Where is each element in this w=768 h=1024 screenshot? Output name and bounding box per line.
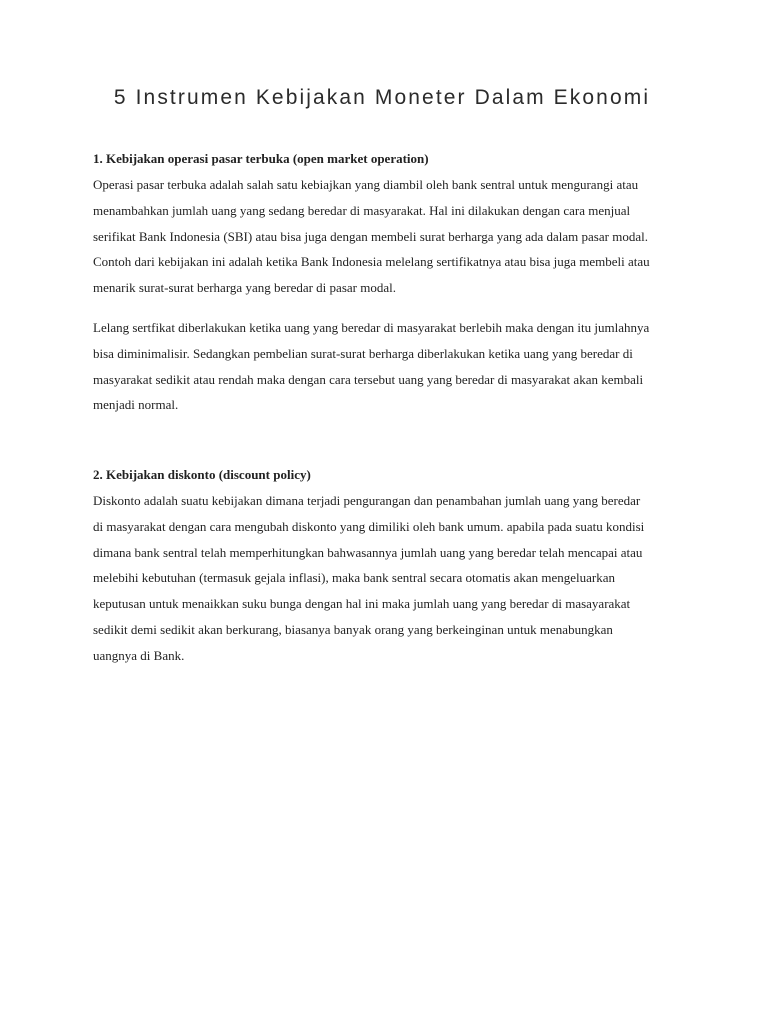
text-line: serifikat Bank Indonesia (SBI) atau bisa juga dengan membeli surat berharga yang ada dalam pasar modal. (93, 228, 648, 244)
section-open-market-operation (93, 146, 693, 301)
paragraph (93, 488, 693, 669)
section-discount-policy (93, 462, 693, 669)
paragraph (93, 315, 693, 418)
text-line: uangnya di Bank. (93, 647, 185, 663)
text-line: Contoh dari kebijakan ini adalah ketika Bank Indonesia melelang sertifikatnya atau bisa juga membeli atau (93, 254, 650, 270)
text-line: dimana bank sentral telah memperhitungkan bahwasannya jumlah uang yang beredar telah mencapai atau (93, 544, 643, 560)
section-heading: 1. Kebijakan operasi pasar terbuka (open market operation) (93, 151, 429, 166)
text-line: Operasi pasar terbuka adalah salah satu kebiajkan yang diambil oleh bank sentral untuk mengurangi atau (93, 177, 639, 192)
text-line: menarik surat-surat berharga yang beredar di pasar modal. (93, 280, 396, 296)
text-line: melebihi kebutuhan (termasuk gejala inflasi), maka bank sentral secara otomatis akan mengeluarkan (93, 570, 615, 586)
paragraph (93, 172, 693, 301)
text-line: bisa diminimalisir. Sedangkan pembelian surat-surat berharga diberlakukan ketika uang yang beredar di (93, 345, 633, 361)
text-line: keputusan untuk menaikkan suku bunga dengan hal ini maka jumlah uang yang beredar di masayarakat (93, 596, 631, 612)
text-line: sedikit demi sedikit akan berkurang, biasanya banyak orang yang berkeinginan untuk menabungkan (93, 621, 613, 637)
text-line: Diskonto adalah suatu kebijakan dimana terjadi pengurangan dan penambahan jumlah uang yang beredar (93, 493, 641, 508)
document-title: 5 Instrumen Kebijakan Moneter Dalam Ekonomi (113, 86, 651, 109)
section-heading: 2. Kebijakan diskonto (discount policy) (93, 467, 311, 482)
text-line: menjadi normal. (93, 397, 179, 413)
text-line: di masyarakat dengan cara mengubah diskonto yang dimiliki oleh bank umum. apabila pada suatu kondisi (93, 518, 645, 534)
text-line: Lelang sertfikat diberlakukan ketika uang yang beredar di masyarakat berlebih maka dengan itu jumlahnya (93, 320, 650, 335)
text-line: masyarakat sedikit atau rendah maka dengan cara tersebut uang yang beredar di masyarakat akan kembali (93, 371, 644, 387)
text-line: menambahkan jumlah uang yang sedang beredar di masyarakat. Hal ini dilakukan dengan cara menjual (93, 202, 631, 218)
section-open-market-operation-paragraph-2 (93, 315, 693, 418)
